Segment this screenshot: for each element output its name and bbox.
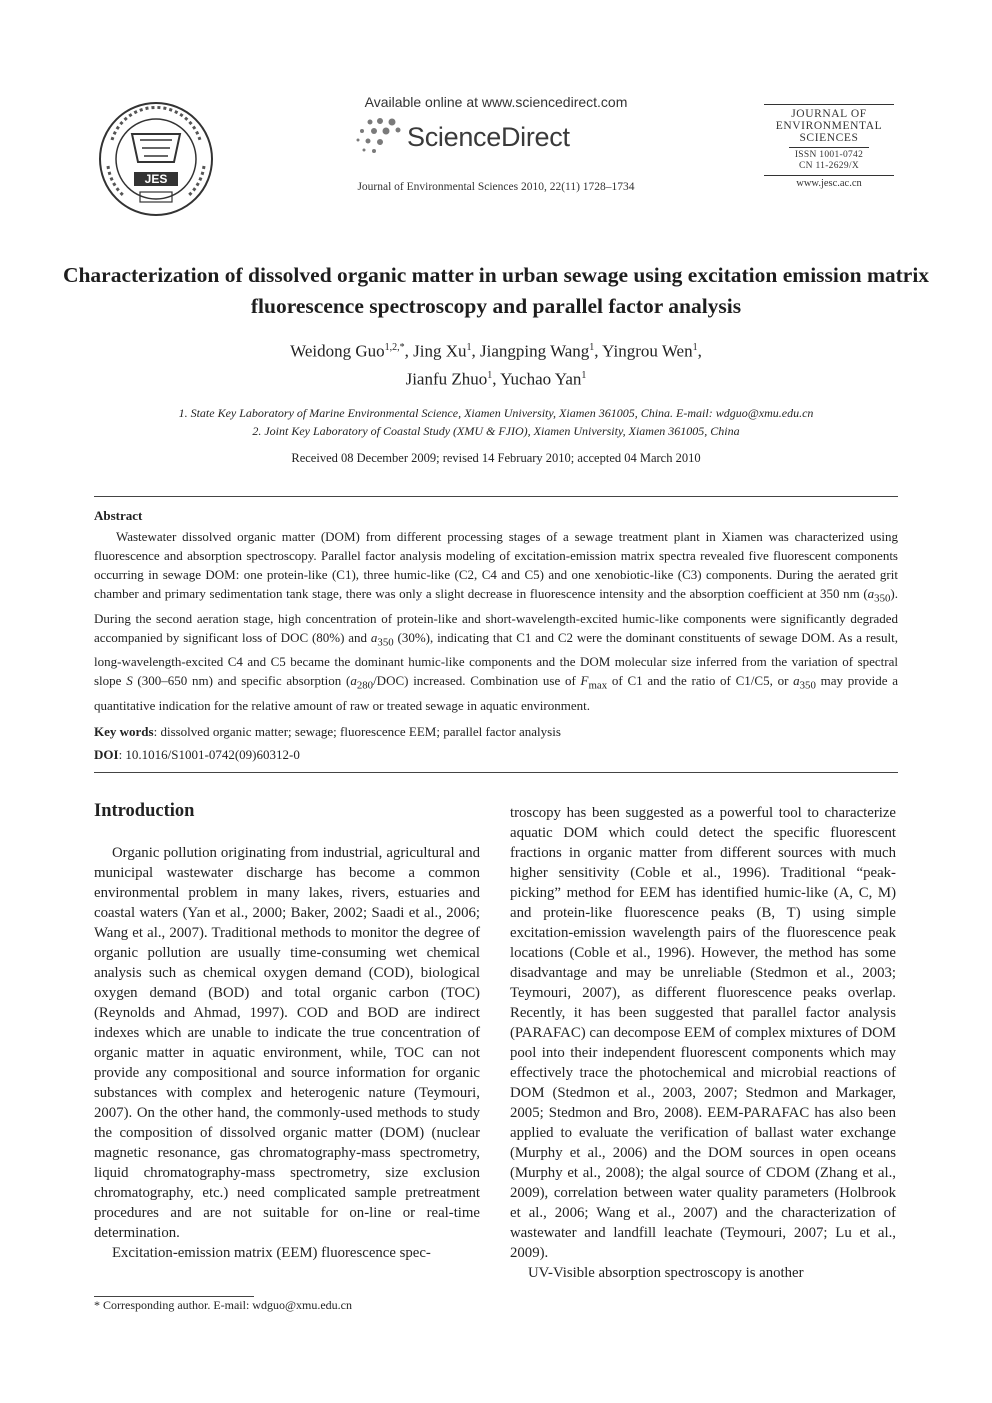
author-affil-mark: 1 (466, 342, 472, 353)
jes-box-mid-rule (789, 147, 869, 148)
sciencedirect-wordmark: ScienceDirect (407, 122, 570, 152)
abstract-bottom-rule (94, 772, 898, 773)
doi-text: : 10.1016/S1001-0742(09)60312-0 (118, 747, 300, 762)
logo-text: JES (144, 172, 168, 186)
author-list (60, 336, 932, 391)
affiliations (60, 404, 932, 440)
author-separator: , (492, 369, 501, 389)
introduction-heading: Introduction (94, 801, 195, 821)
keywords-label: Key words (94, 724, 154, 739)
abstract-sub-350: 350 (377, 636, 394, 649)
jes-journal-box (764, 104, 894, 189)
abstract-symbol-f: F (580, 673, 589, 689)
jes-cn: CN 11-2629/X (799, 161, 859, 171)
jes-logo (94, 100, 218, 218)
keywords-text: : dissolved organic matter; sewage; fluorescence EEM; parallel factor analysis (153, 724, 561, 739)
abstract-body (94, 527, 898, 715)
author-affil-mark: 1 (589, 342, 595, 353)
author-name: Yingrou Wen (602, 341, 693, 361)
author-name: Jing Xu (413, 341, 467, 361)
jes-line1: JOURNAL OF (791, 108, 867, 120)
keywords (94, 724, 561, 740)
author-affil-mark: 1 (692, 342, 698, 353)
abstract-symbol-a: a (867, 586, 875, 601)
jes-box-bottom-rule (764, 175, 894, 176)
received-dates: Received 08 December 2009; revised 14 February 2010; accepted 04 March 2010 (291, 451, 701, 465)
abstract-top-rule (94, 496, 898, 497)
journal-citation: Journal of Environmental Sciences 2010, 22(11) 1728–1734 (357, 181, 635, 193)
abstract-symbol-a: a (793, 673, 800, 689)
intro-paragraph: Excitation-emission matrix (EEM) fluorescence spec- (112, 1245, 431, 1261)
affiliation-1: 1. State Key Laboratory of Marine Environmental Science, Xiamen University, Xiamen 361005, China. E-mail: wdguo@xmu.edu.cn (178, 406, 814, 420)
doi (94, 747, 300, 763)
available-online-text: Available online at www.sciencedirect.com (364, 94, 628, 110)
author-separator: , (471, 341, 481, 361)
abstract-text-7: may provide a quantitative indication for the relative amount of raw or treated sewage in aquatic environment. (94, 673, 898, 713)
abstract-text-3: (30%), indicating that C1 and C2 were the dominant constituents of sewage DOM. As a result, long-wavelength-excited C4 and C5 became the dominant humic-like components and the DOM molecular size inferred from the variation of spectral slope (94, 629, 899, 689)
author-separator: , (404, 341, 414, 361)
author-name: Jiangping Wang (480, 341, 590, 361)
intro-paragraph: troscopy has been suggested as a powerful tool to characterize aquatic DOM which could detect the specific fluorescent fractions in organic matter from different sources with much higher sensitivity (Coble et al., 1996). Traditional “peak-picking” method for EEM has identified humic-like (A, C, M) and protein-like fluorescence peaks (B, T) using simple excitation-emission wavelength pairs of the fluorescence peak locations (Coble et al., 1996). However, the method has some disadvantage and may be unreliable (Stedmon et al., 2003; Teymouri, 2007), as different fluorescence peaks overlap. Recently, it has been suggested that parallel factor analysis (PARAFAC) can decompose EEM of complex mixtures of DOM pool into their independent fluorescent components which may effectively trace the photochemical and microbial reactions of DOM (Stedmon et al., 2003, 2007; Stedmon and Markager, 2005; Stedmon and Bro, 2008). EEM-PARAFAC has also been applied to evaluate the verification of ballast water exchange (Murphy et al., 2006) and the DOM sources in open oceans (Murphy et al., 2008); the algal source of CDOM (Zhang et al., 2009), correlation between water quality parameters (Holbrook et al., 2006; Wang et al., 2007) and the characterization of wastewater and landfill leachate (Teymouri, 2007; Lu et al., 2009). (510, 805, 896, 1261)
abstract-text-1: Wastewater dissolved organic matter (DOM) from different processing stages of a sewage treatment plant in Xiamen was characterized using fluorescence and absorption spectroscopy. Parallel factor analysis modeling of excitation-emission matrix spectra revealed five fluorescent components occurring in sewage DOM: one protein-like (C1), three humic-like (C2, C4 and C5) and one xenobiotic-like (C3) components. During the aerated grit chamber and primary sedimentation tank stage, there was only a slight decrease in fluorescence intensity and the absorption coefficient at 350 nm ( (94, 529, 898, 601)
abstract-sub-350: 350 (874, 592, 891, 605)
left-column (94, 843, 480, 1263)
corresponding-author-footnote: * Corresponding author. E-mail: wdguo@xmu.edu.cn (94, 1298, 353, 1312)
abstract-symbol-a: a (350, 673, 357, 689)
abstract-symbol-a: a (370, 629, 378, 645)
jes-line2: ENVIRONMENTAL (775, 120, 883, 132)
abstract-sub-280: 280 (356, 679, 374, 692)
author-affil-mark: 1 (487, 369, 493, 381)
author-name: Yuchao Yan (500, 369, 582, 389)
abstract-sub-350: 350 (799, 679, 816, 692)
affiliation-2: 2. Joint Key Laboratory of Coastal Study (XMU & FJIO), Xiamen University, Xiamen 361005, China (252, 424, 740, 438)
abstract-sub-max: max (588, 679, 608, 692)
jes-line3: SCIENCES (799, 132, 859, 144)
intro-paragraph: Organic pollution originating from industrial, agricultural and municipal wastewater discharge has become a common environmental problem in many lakes, rivers, estuaries and coastal waters (Yan et al., 2000; Baker, 2002; Saadi et al., 2006; Wang et al., 2007). Traditional methods to monitor the degree of organic pollution are usually time-consuming wet chemical analysis such as chemical oxygen demand (COD), biological oxygen demand (BOD) and total organic carbon (TOC) (Reynolds and Ahmad, 1997). COD and BOD are indirect indexes which are unable to indicate the true concentration of organic matter in aquatic environment, while, TOC can not provide any compositional and source information for organic substances with complex and heterogenic nature (Teymouri, 2007). On the other hand, the commonly-used methods to study the composition of dissolved organic matter (DOM) (nuclear magnetic resonance, gas chromatography-mass spectrometry, liquid chromatography-mass spectrometry, size exclusion chromatography, etc.) need complicated sample pretreatment procedures and are not suitable for on-line or real-time determination. (94, 845, 480, 1241)
abstract-text-5: /DOC) increased. Combination use of (373, 673, 581, 689)
author-affil-mark: 1 (581, 369, 587, 381)
abstract-heading: Abstract (94, 508, 143, 523)
jes-issn: ISSN 1001-0742 (794, 150, 864, 160)
author-affil-mark: 1,2,* (384, 342, 405, 353)
doi-label: DOI (94, 747, 119, 762)
jes-url: www.jesc.ac.cn (796, 178, 862, 189)
abstract-text-4: (300–650 nm) and specific absorption ( (132, 673, 351, 689)
author-separator: , (697, 341, 702, 361)
intro-paragraph: UV-Visible absorption spectroscopy is another (528, 1265, 804, 1281)
abstract-text-2: ). During the second aeration stage, high concentration of protein-like and short-wavelength-excited humic-like components were significantly degraded accompanied by significant loss of DOC (80%) and (94, 586, 898, 645)
paper-title: Characterization of dissolved organic matter in urban sewage using excitation emission matrix fluorescence spectroscopy and parallel factor analysis (62, 263, 930, 318)
abstract-text-6: of C1 and the ratio of C1/C5, or (607, 673, 794, 689)
right-column (510, 803, 896, 1283)
author-name: Jianfu Zhuo (405, 369, 488, 389)
abstract-symbol-s: S (126, 673, 133, 689)
footnote-rule (94, 1296, 254, 1297)
jes-box-top-rule (764, 104, 894, 105)
author-name: Weidong Guo (290, 341, 385, 361)
author-separator: , (594, 341, 603, 361)
